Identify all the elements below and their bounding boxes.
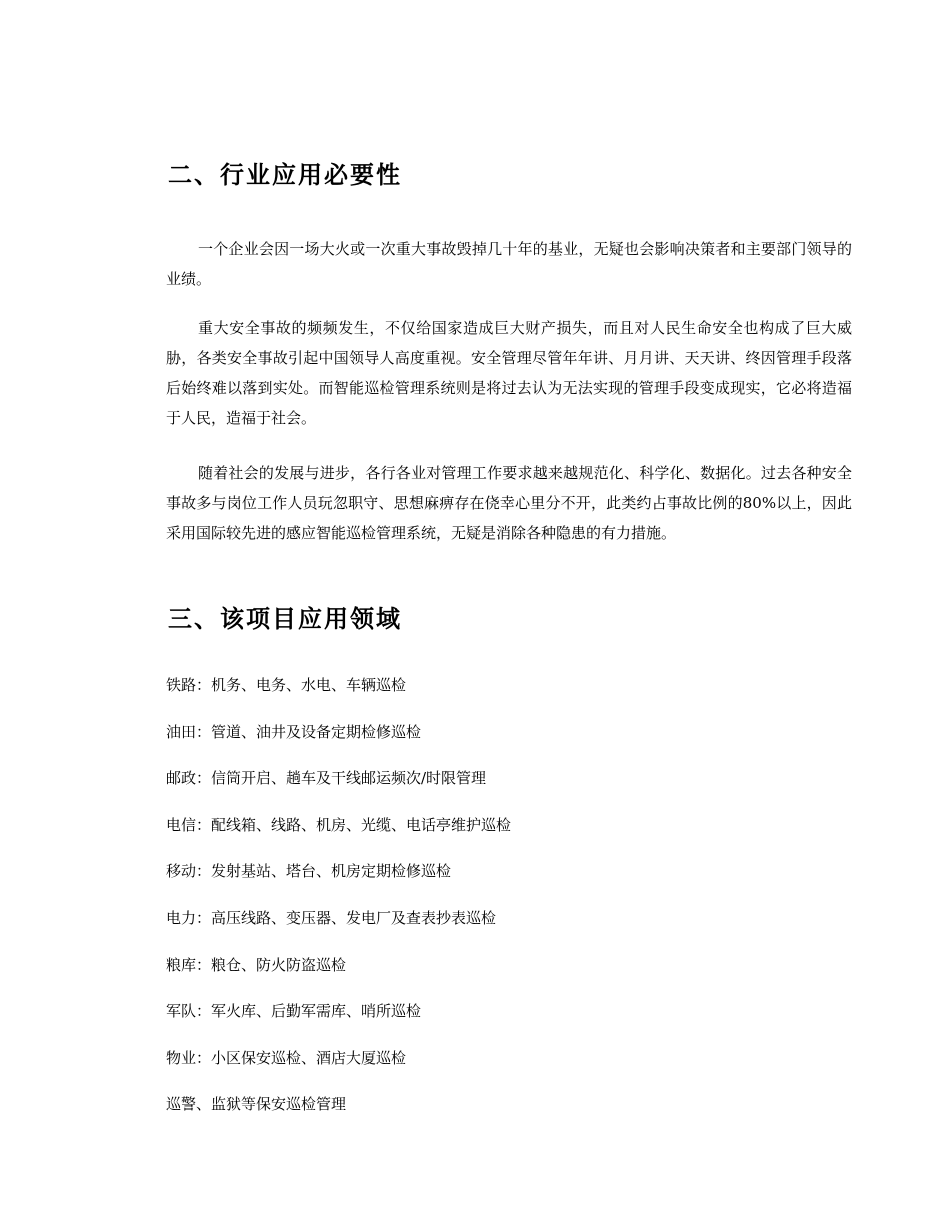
list-item: 油田：管道、油井及设备定期检修巡检 [166,722,422,741]
list-item: 物业：小区保安巡检、酒店大厦巡检 [166,1048,407,1067]
list-item: 粮库：粮仓、防火防盗巡检 [166,955,347,974]
list-item: 电力：高压线路、变压器、发电厂及查表抄表巡检 [166,908,497,927]
section-heading-industry-necessity: 二、行业应用必要性 [168,161,402,189]
list-item: 移动：发射基站、塔台、机房定期检修巡检 [166,862,452,881]
paragraph: 重大安全事故的频频发生，不仅给国家造成巨大财产损失，而且对人民生命安全也构成了巨大威胁，各类安全事故引起中国领导人高度重视。安全管理尽管年年讲、月月讲、天天讲、终因管理手段落后始终难以落到实处。而智能巡检管理系统则是将过去认为无法实现的管理手段变成现实，它必将造福于人民，造福于社会。 [166,319,852,427]
list-item: 邮政：信筒开启、趟车及干线邮运频次/时限管理 [166,769,487,788]
list-item: 电信：配线箱、线路、机房、光缆、电话亭维护巡检 [166,815,512,834]
section-heading-application-fields: 三、该项目应用领域 [168,605,402,633]
application-list [166,670,866,1136]
paragraph: 随着社会的发展与进步，各行各业对管理工作要求越来越规范化、科学化、数据化。过去各种安全事故多与岗位工作人员玩忽职守、思想麻痹存在侥幸心里分不开，此类约占事故比例的80%以上，因此采用国际较先进的感应智能巡检管理系统，无疑是消除各种隐患的有力措施。 [166,464,852,542]
list-item: 军队：军火库、后勤军需库、哨所巡检 [166,1002,422,1021]
list-item: 巡警、监狱等保安巡检管理 [166,1095,347,1114]
paragraph: 一个企业会因一场大火或一次重大事故毁掉几十年的基业，无疑也会影响决策者和主要部门领导的业绩。 [166,240,852,288]
list-item: 铁路：机务、电务、水电、车辆巡检 [166,676,407,694]
